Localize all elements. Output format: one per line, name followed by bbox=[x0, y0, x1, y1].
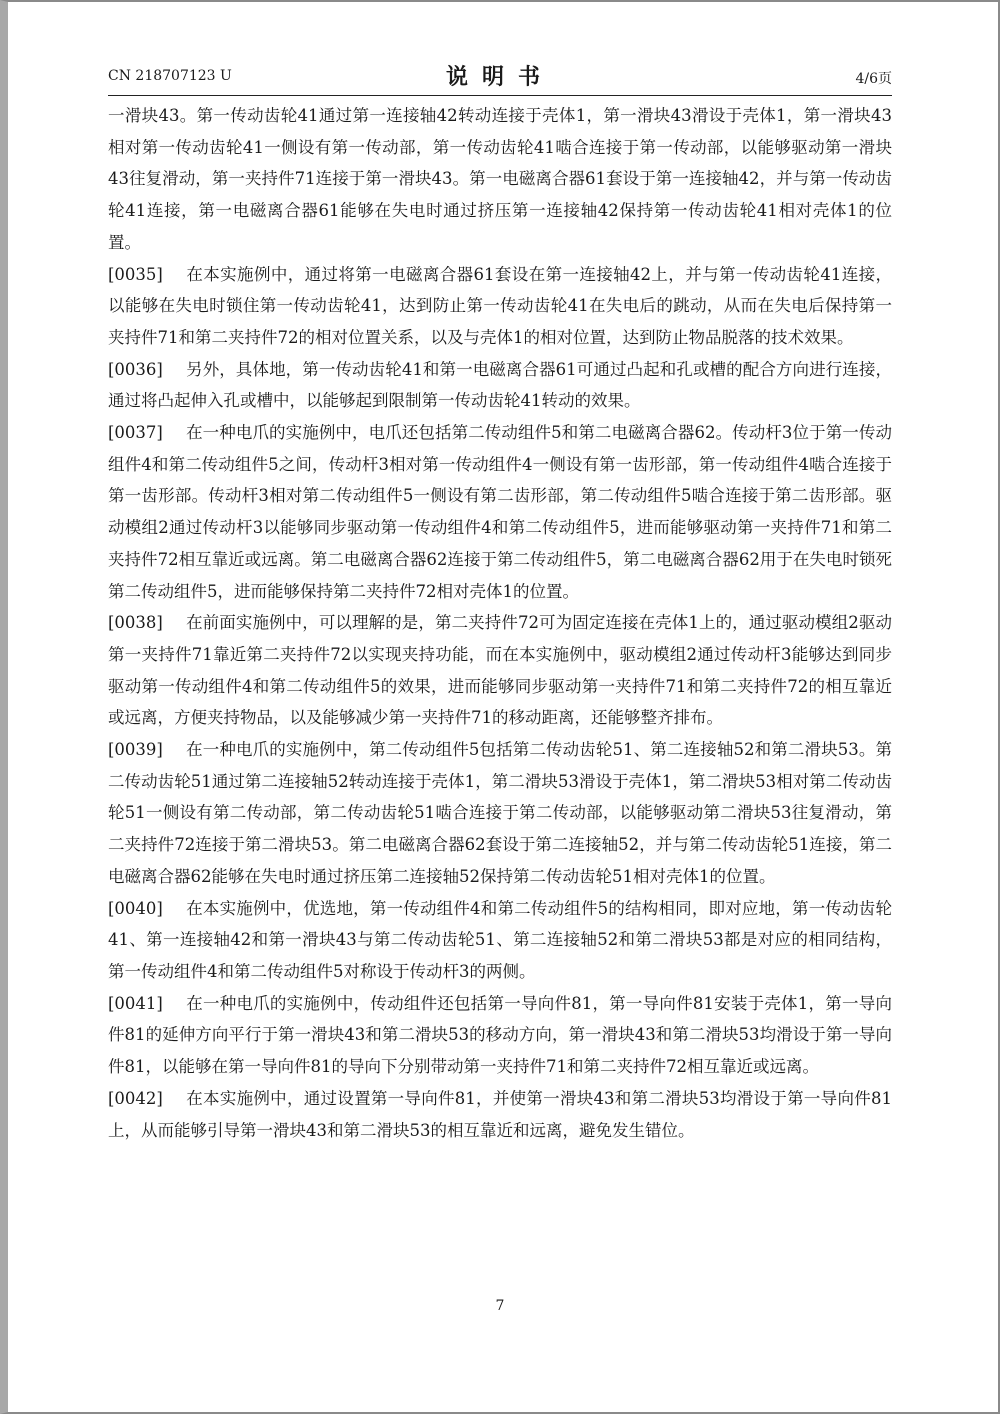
page-ratio: 4/6页 bbox=[855, 71, 892, 87]
paragraph-number: [0036] bbox=[108, 359, 163, 379]
paragraph-number: [0039] bbox=[108, 740, 163, 760]
paragraph bbox=[108, 607, 892, 734]
paragraph-text: 在一种电爪的实施例中，传动组件还包括第一导向件81，第一导向件81安装于壳体1，第一导向件81的延伸方向平行于第一滑块43和第二滑块53的移动方向，第一滑块43和第二滑块53均滑设于第一导向件81，以能够在第一导向件81的导向下分别带动第一夹持件71和第二夹持件72相互靠近或远离。 bbox=[108, 993, 892, 1077]
body-text bbox=[108, 100, 892, 1146]
paragraph bbox=[108, 100, 892, 259]
paragraph-text: 在本实施例中，通过设置第一导向件81，并使第一滑块43和第二滑块53均滑设于第一导向件81上，从而能够引导第一滑块43和第二滑块53的相互靠近和远离，避免发生错位。 bbox=[108, 1088, 892, 1140]
page-number: 7 bbox=[495, 1298, 505, 1314]
header-rule bbox=[108, 95, 892, 96]
paragraph bbox=[108, 259, 892, 354]
paragraph bbox=[108, 988, 892, 1083]
paragraph bbox=[108, 354, 892, 417]
paragraph-number: [0038] bbox=[108, 613, 163, 633]
paragraph-text: 在前面实施例中，可以理解的是，第二夹持件72可为固定连接在壳体1上的，通过驱动模组2驱动第一夹持件71靠近第二夹持件72以实现夹持功能，而在本实施例中，驱动模组2通过传动杆3能够达到同步驱动第一传动组件4和第二传动组件5的效果，进而能够同步驱动第一夹持件71和第二夹持件72的相互靠近或远离，方便夹持物品，以及能够减少第一夹持件71的移动距离，还能够整齐排布。 bbox=[108, 613, 892, 728]
paragraph-text: 一滑块43。第一传动齿轮41通过第一连接轴42转动连接于壳体1，第一滑块43滑设于壳体1，第一滑块43相对第一传动齿轮41一侧设有第一传动部，第一传动齿轮41啮合连接于第一传动部，以能够驱动第一滑块43往复滑动，第一夹持件71连接于第一滑块43。第一电磁离合器61套设于第一连接轴42，并与第一传动齿轮41连接，第一电磁离合器61能够在失电时通过挤压第一连接轴42保持第一传动齿轮41相对壳体1的位置。 bbox=[108, 106, 892, 252]
paragraph-number: [0037] bbox=[108, 423, 163, 443]
page-header bbox=[108, 60, 892, 94]
publication-number: CN 218707123 U bbox=[108, 68, 232, 84]
paragraph-number: [0035] bbox=[108, 264, 163, 284]
paragraph-text: 另外，具体地，第一传动齿轮41和第一电磁离合器61可通过凸起和孔或槽的配合方向进行连接，通过将凸起伸入孔或槽中，以能够起到限制第一传动齿轮41转动的效果。 bbox=[108, 359, 892, 411]
paragraph bbox=[108, 1083, 892, 1146]
paragraph-number: [0041] bbox=[108, 993, 163, 1013]
paragraph-text: 在本实施例中，通过将第一电磁离合器61套设在第一连接轴42上，并与第一传动齿轮41连接，以能够在失电时锁住第一传动齿轮41，达到防止第一传动齿轮41在失电后的跳动，从而在失电后保持第一夹持件71和第二夹持件72的相对位置关系，以及与壳体1的相对位置，达到防止物品脱落的技术效果。 bbox=[108, 264, 892, 347]
paragraph-text: 在一种电爪的实施例中，第二传动组件5包括第二传动齿轮51、第二连接轴52和第二滑块53。第二传动齿轮51通过第二连接轴52转动连接于壳体1，第二滑块53滑设于壳体1，第二滑块53相对第二传动齿轮51一侧设有第二传动部，第二传动齿轮51啮合连接于第二传动部，以能够驱动第二滑块53往复滑动，第二夹持件72连接于第二滑块53。第二电磁离合器62套设于第二连接轴52，并与第二传动齿轮51连接，第二电磁离合器62能够在失电时通过挤压第二连接轴52保持第二传动齿轮51相对壳体1的位置。 bbox=[108, 740, 892, 886]
paragraph-text: 在本实施例中，优选地，第一传动组件4和第二传动组件5的结构相同，即对应地，第一传动齿轮41、第一连接轴42和第一滑块43与第二传动齿轮51、第二连接轴52和第二滑块53都是对应的相同结构，第一传动组件4和第二传动组件5对称设于传动杆3的两侧。 bbox=[108, 898, 892, 981]
paragraph bbox=[108, 417, 892, 607]
paragraph bbox=[108, 893, 892, 988]
document-title: 说明书 bbox=[445, 64, 554, 90]
paragraph-text: 在一种电爪的实施例中，电爪还包括第二传动组件5和第二电磁离合器62。传动杆3位于第一传动组件4和第二传动组件5之间，传动杆3相对第一传动组件4一侧设有第一齿形部，第一传动组件4啮合连接于第一齿形部。传动杆3相对第二传动组件5一侧设有第二齿形部，第二传动组件5啮合连接于第二齿形部。驱动模组2通过传动杆3以能够同步驱动第一传动组件4和第二传动组件5，进而能够驱动第一夹持件71和第二夹持件72相互靠近或远离。第二电磁离合器62连接于第二传动组件5，第二电磁离合器62用于在失电时锁死第二传动组件5，进而能够保持第二夹持件72相对壳体1的位置。 bbox=[108, 423, 892, 601]
paragraph-number: [0042] bbox=[108, 1088, 163, 1108]
paragraph bbox=[108, 734, 892, 893]
paragraph-number: [0040] bbox=[108, 898, 163, 918]
